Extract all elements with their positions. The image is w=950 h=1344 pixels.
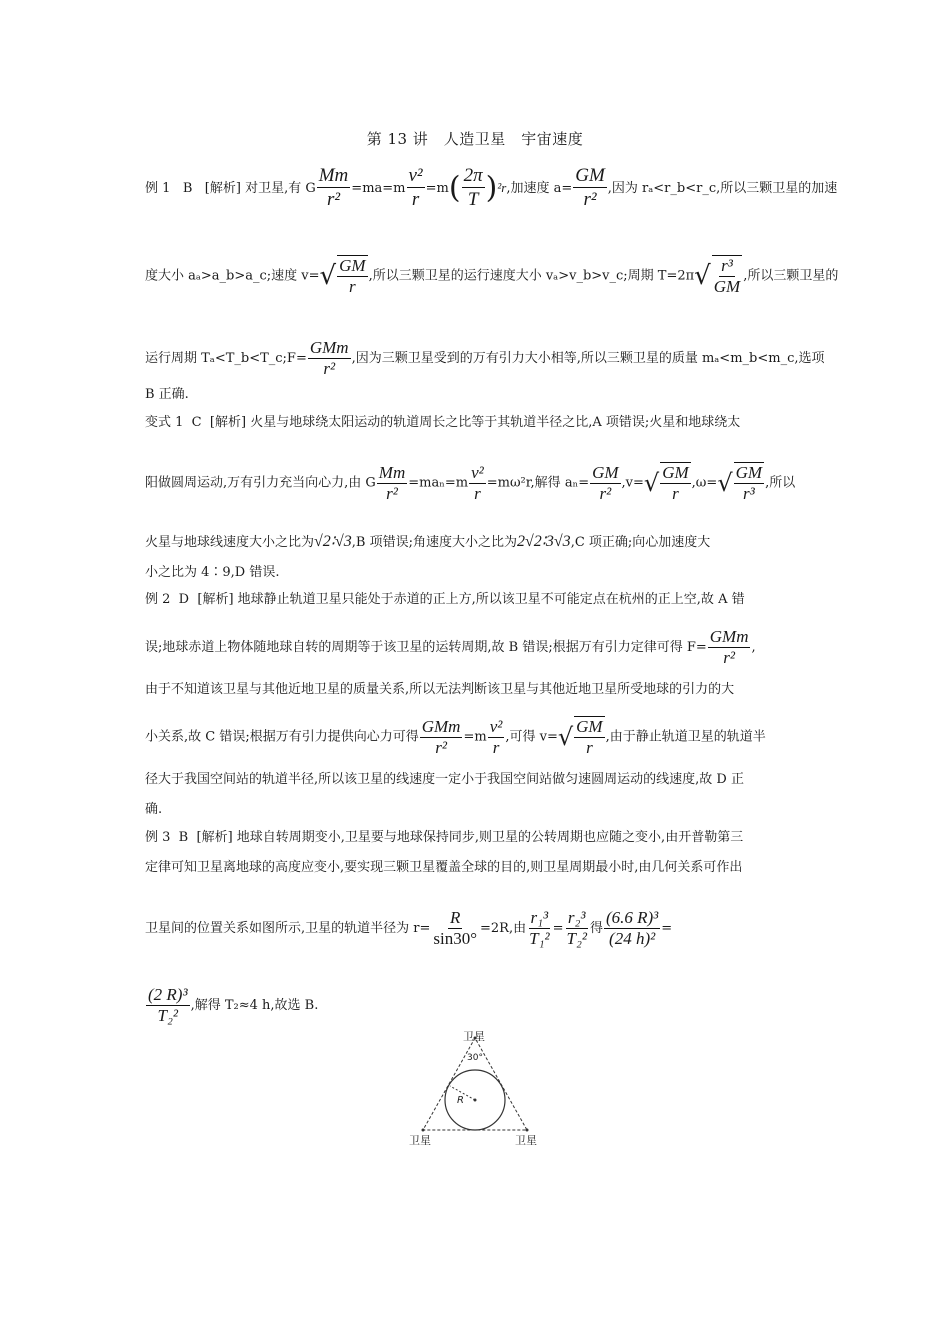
earth-center	[474, 1099, 477, 1102]
ex2-line1: 例 2 D [解析] 地球静止轨道卫星只能处于赤道的正上方,所以该卫星不可能定点在杭州的正上空,故 A 错	[145, 592, 745, 607]
satellite-geometry-figure	[405, 1030, 545, 1150]
sat-top-label: 卫星	[463, 1030, 485, 1043]
var1-line1: 变式 1 C [解析] 火星与地球绕太阳运动的轨道周长之比等于其轨道半径之比,A 项错误;火星和地球绕太	[145, 415, 741, 430]
sat-right-label: 卫星	[515, 1134, 537, 1147]
ex1-line2: 度大小 aₐ>a_b>a_c;速度 v=√ $\frac{GM}{r}$ ,所以三颗卫星的运行速度大小 vₐ>v_b>v_c;周期 T=2π√ $\frac{\text{r³}}{GM}$ ,所以三颗卫星的	[145, 256, 839, 296]
fraction: $\frac{Mm}{\text{r²}}$	[318, 165, 349, 210]
ex2-line3: 由于不知道该卫星与其他近地卫星的质量关系,所以无法判断该卫星与其他近地卫星所受地球的引力的大	[145, 682, 735, 697]
ex1-tag: [解析]	[204, 181, 241, 196]
ex2-line6: 确.	[145, 802, 163, 817]
sat-right-dot	[526, 1129, 529, 1132]
ex1-text2: ,加速度 a=	[506, 181, 573, 196]
angle-label: 30°	[467, 1053, 483, 1063]
ex3-line1: 例 3 B [解析] 地球自转周期变小,卫星要与地球保持同步,则卫星的公转周期也应随之变小,由开普勒第三	[145, 830, 744, 845]
ex3-line3: 卫星间的位置关系如图所示,卫星的轨道半径为 r= $\frac{R}{\sin 30^\circ}$ =2R,由 $\frac{\text{r₁³}}{\text{T₁²}}$ = $\frac{\text{r₂³}}{\text{T₂²}}$ 得 $\frac{\text{(6.6 R)³}}{\text{(24 h)²}}$ =	[145, 908, 673, 948]
ex1-line3: 运行周期 Tₐ<T_b<T_c;F= $\frac{\text{GMm}}{\text{r²}}$ ,因为三颗卫星受到的万有引力大小相等,所以三颗卫星的质量 mₐ<m_b<m_c,选项	[145, 338, 825, 378]
fraction: $\frac{2\pi}{T}$	[463, 165, 483, 210]
ex1-line1: 例 1 B [解析] 对卫星,有 G $\frac{Mm}{\text{r²}}$ =ma=m $\frac{\text{v²}}{r}$ =m( $\frac{2\pi}{T}$ )²r,加速度 a= $\frac{GM}{\text{r²}}$ ,因为 rₐ<r_b<r_c,所以三颗卫星的加速	[145, 165, 838, 210]
triangle	[423, 1038, 527, 1130]
ex1-label: 例 1	[145, 181, 171, 196]
ex2-line4: 小关系,故 C 错误;根据万有引力提供向心力可得 $\frac{\text{GMm}}{\text{r²}}$ =m $\frac{\text{v²}}{r}$ ,可得 v=√ $\frac{GM}{r}$ ,由于静止轨道卫星的轨道半	[145, 716, 766, 757]
page-title: 第 13 讲 人造卫星 宇宙速度	[366, 130, 584, 148]
ex1-answer: B	[182, 181, 193, 196]
ex3-line4: $\frac{\text{(2 R)³}}{\text{T₂²}}$ ,解得 T₂≈4 h,故选 B.	[148, 985, 319, 1025]
ex1-line4: B 正确.	[145, 387, 189, 402]
var1-line2: 阳做圆周运动,万有引力充当向心力,由 G $\frac{Mm}{\text{r²}}$ =maₙ=m $\frac{\text{v²}}{r}$ =mω²r,解得 aₙ= $\frac{GM}{\text{r²}}$ ,v=√ $\frac{GM}{r}$ ,ω=√ $\frac{GM}{\text{r³}}$ ,所以	[145, 462, 796, 503]
fraction: $\frac{GM}{\text{r²}}$	[575, 165, 605, 210]
radius-label: R	[457, 1095, 464, 1106]
sat-left-dot	[422, 1129, 425, 1132]
ex1-text3: ,因为 rₐ<r_b<r_c,所以三颗卫星的加速	[607, 181, 838, 196]
ex2-line5: 径大于我国空间站的轨道半径,所以该卫星的线速度一定小于我国空间站做匀速圆周运动的线速度,故 D 正	[145, 772, 744, 787]
ex2-line2: 误;地球赤道上物体随地球自转的周期等于该卫星的运转周期,故 B 错误;根据万有引力定律可得 F= $\frac{\text{GMm}}{\text{r²}}$ ,	[145, 627, 756, 667]
fraction: $\frac{\text{v²}}{r}$	[408, 165, 423, 210]
ex3-line2: 定律可知卫星离地球的高度应变小,要实现三颗卫星覆盖全球的目的,则卫星周期最小时,由几何关系可作出	[145, 860, 743, 875]
var1-line4: 小之比为 4∶9,D 错误.	[145, 565, 280, 580]
ex1-text1: 对卫星,有 G	[245, 181, 316, 196]
sat-left-label: 卫星	[409, 1134, 431, 1147]
var1-line3: 火星与地球线速度大小之比为√2∶√3,B 项错误;角速度大小之比为2√2∶3√3,C 项正确;向心加速度大	[145, 533, 711, 550]
